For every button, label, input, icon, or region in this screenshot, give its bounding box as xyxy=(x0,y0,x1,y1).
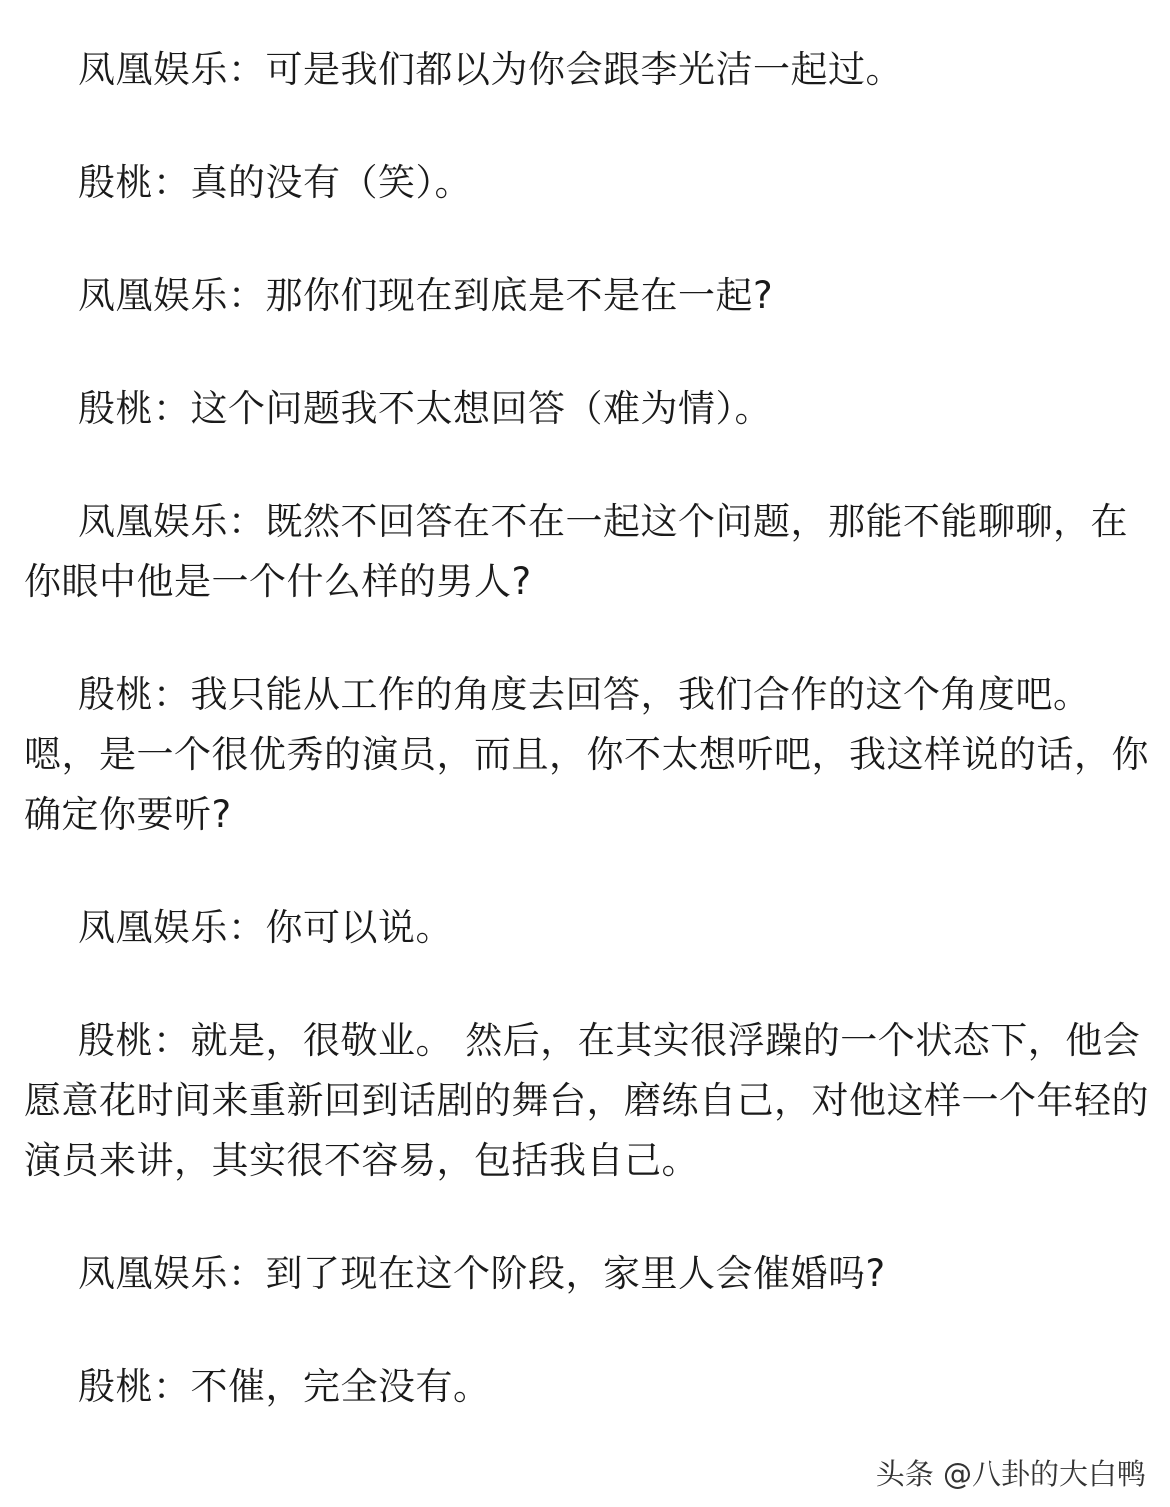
paragraph-9: 凤凰娱乐：到了现在这个阶段，家里人会催婚吗? xyxy=(78,1252,886,1295)
paragraph-2: 殷桃：真的没有（笑）。 xyxy=(78,161,472,204)
paragraph-6: 殷桃：我只能从工作的角度去回答，我们合作的这个角度吧。嗯，是一个很优秀的演员，而且，你不太想听吧，我这样说的话，你确定你要听? xyxy=(24,673,1149,836)
paragraph-5: 凤凰娱乐：既然不回答在不在一起这个问题，那能不能聊聊，在你眼中他是一个什么样的男人? xyxy=(24,500,1128,603)
article-body xyxy=(24,40,1154,1470)
watermark: 头条 @八卦的大白鸭 xyxy=(875,1457,1146,1491)
paragraph-4: 殷桃：这个问题我不太想回答（难为情）。 xyxy=(78,387,772,430)
paragraph-3: 凤凰娱乐：那你们现在到底是不是在一起? xyxy=(78,274,774,317)
paragraph-7: 凤凰娱乐：你可以说。 xyxy=(78,906,453,949)
paragraph-1: 凤凰娱乐：可是我们都以为你会跟李光洁一起过。 xyxy=(78,48,903,91)
paragraph-8: 殷桃：就是，很敬业。 然后，在其实很浮躁的一个状态下，他会愿意花时间来重新回到话剧的舞台，磨练自己，对他这样一个年轻的演员来讲，其实很不容易，包括我自己。 xyxy=(24,1019,1149,1182)
paragraph-10: 殷桃：不催，完全没有。 xyxy=(78,1365,491,1408)
